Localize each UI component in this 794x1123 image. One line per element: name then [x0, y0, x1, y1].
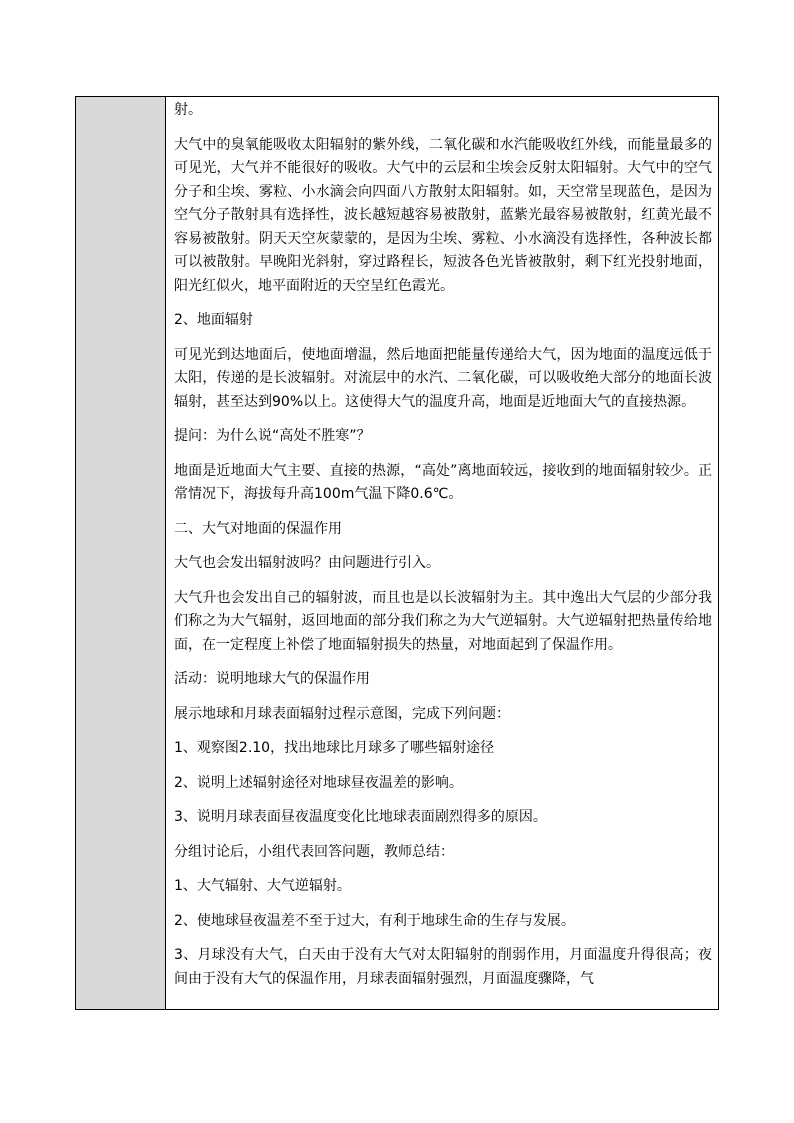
paragraph-atmospheric-counter-radiation: 大气升也会发出自己的辐射波，而且也是以长波辐射为主。其中逸出大气层的少部分我们称之为大气辐射，返回地面的部分我们称之为大气逆辐射。大气逆辐射把热量传给地面，在一定程度上补偿了地面辐射损失的热量，对地面起到了保温作用。 — [174, 589, 712, 653]
answer-high-cold: 地面是近地面大气主要、直接的热源，“高处”离地面较远，接收到的地面辐射较少。正常情况下，海拔每升高100m气温下降0.6℃。 — [174, 462, 712, 502]
activity-question-2: 2、说明上述辐射途径对地球昼夜温差的影响。 — [174, 774, 463, 791]
summary-intro: 分组讨论后，小组代表回答问题，教师总结： — [174, 843, 454, 860]
activity-title: 活动：说明地球大气的保温作用 — [174, 671, 370, 687]
summary-answer-3: 3、月球没有大气，白天由于没有大气对太阳辐射的削弱作用，月面温度升得很高；夜间由于没有大气的保温作用，月球表面辐射强烈，月面温度骤降，气 — [174, 947, 712, 987]
question-high-cold: 提问：为什么说“高处不胜寒”？ — [174, 428, 371, 444]
summary-answer-2: 2、使地球昼夜温差不至于过大，有利于地球生命的生存与发展。 — [174, 912, 575, 929]
table-label-cell — [76, 97, 166, 1009]
activity-question-1: 1、观察图2.10，找出地球比月球多了哪些辐射途径 — [174, 740, 495, 756]
paragraph-intro-question: 大气也会发出辐射波吗？由问题进行引入。 — [174, 555, 440, 571]
heading-ground-radiation: 2、地面辐射 — [174, 312, 253, 328]
lesson-table — [75, 96, 719, 1010]
summary-answer-1: 1、大气辐射、大气逆辐射。 — [174, 878, 351, 894]
activity-instruction: 展示地球和月球表面辐射过程示意图，完成下列问题： — [174, 705, 510, 722]
paragraph-atmosphere-absorption: 大气中的臭氧能吸收太阳辐射的紫外线，二氧化碳和水汽能吸收红外线，而能量最多的可见光，大气并不能很好的吸收。大气中的云层和尘埃会反射太阳辐射。大气中的空气分子和尘埃、雾粒、小水滴会向四面八方散射太阳辐射。如，天空常呈现蓝色，是因为空气分子散射具有选择性，波长越短越容易被散射，蓝紫光最容易被散射，红黄光最不容易被散射。阴天天空灰蒙蒙的，是因为尘埃、雾粒、小水滴没有选择性，各种波长都可以被散射。早晚阳光斜射，穿过路程长，短波各色光皆被散射，剩下红光投射地面，阳光红似火，地平面附近的天空呈红色霞光。 — [174, 136, 712, 294]
paragraph-continuation: 射。 — [174, 102, 202, 118]
activity-question-3: 3、说明月球表面昼夜温度变化比地球表面剧烈得多的原因。 — [174, 809, 547, 825]
table-content-cell — [166, 97, 718, 1009]
heading-insulation-effect: 二、大气对地面的保温作用 — [174, 520, 342, 537]
paragraph-ground-radiation: 可见光到达地面后，使地面增温，然后地面把能量传递给大气，因为地面的温度远低于太阳，传递的是长波辐射。对流层中的水汽、二氧化碳，可以吸收绝大部分的地面长波辐射，甚至达到90%以上。这使得大气的温度升高，地面是近地面大气的直接热源。 — [174, 346, 712, 410]
